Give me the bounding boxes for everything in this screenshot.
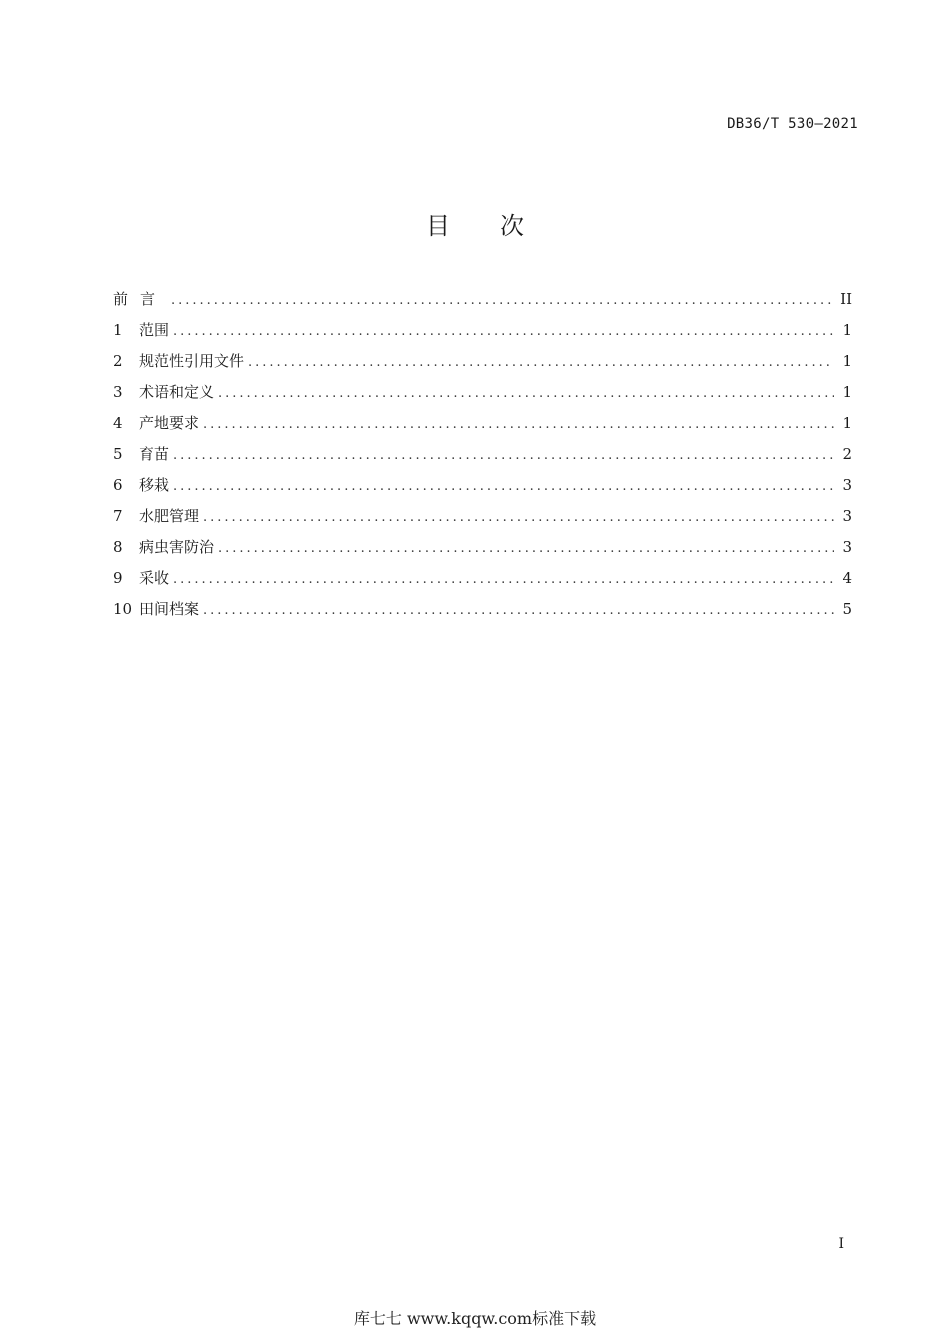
toc-entry-label: 田间档案 [139, 600, 200, 618]
toc-leader-dots [173, 448, 834, 463]
toc-entry-5[interactable] [113, 443, 852, 474]
table-of-contents [113, 288, 852, 629]
toc-entry-label: 病虫害防治 [139, 538, 215, 556]
document-code: DB36/T 530—2021 [727, 116, 858, 132]
toc-entry-number: 3 [113, 383, 123, 401]
toc-leader-dots [203, 603, 834, 618]
toc-entry-label: 育苗 [139, 445, 170, 463]
toc-entry-6[interactable] [113, 474, 852, 505]
toc-leader-dots [218, 386, 834, 401]
toc-entry-page: 3 [842, 538, 852, 556]
toc-entry-label: 范围 [139, 321, 170, 339]
toc-entry-2[interactable] [113, 350, 852, 381]
toc-leader-dots [203, 510, 834, 525]
toc-entry-4[interactable] [113, 412, 852, 443]
toc-entry-page: 4 [842, 569, 852, 587]
toc-entry-label: 移栽 [139, 476, 170, 494]
toc-leader-dots [203, 417, 834, 432]
toc-entry-page: 1 [842, 383, 852, 401]
toc-leader-dots [173, 324, 834, 339]
toc-leader-dots [171, 293, 834, 308]
toc-entry-foreword[interactable] [113, 288, 852, 319]
toc-entry-page: 1 [842, 321, 852, 339]
toc-entry-number: 8 [113, 538, 123, 556]
toc-entry-label: 采收 [139, 569, 170, 587]
toc-entry-number: 5 [113, 445, 123, 463]
toc-entry-label: 产地要求 [139, 414, 200, 432]
toc-entry-number: 4 [113, 414, 123, 432]
toc-entry-number: 2 [113, 352, 123, 370]
page-number: I [838, 1236, 844, 1252]
toc-leader-dots [218, 541, 834, 556]
toc-entry-label: 水肥管理 [139, 507, 200, 525]
toc-leader-dots [173, 479, 834, 494]
toc-entry-label: 术语和定义 [139, 383, 215, 401]
toc-entry-number: 9 [113, 569, 123, 587]
toc-entry-7[interactable] [113, 505, 852, 536]
page-title: 目次 [426, 212, 574, 240]
toc-entry-page: II [840, 290, 852, 308]
toc-entry-10[interactable] [113, 598, 852, 629]
toc-entry-page: 3 [842, 476, 852, 494]
toc-entry-9[interactable] [113, 567, 852, 598]
toc-entry-page: 1 [842, 414, 852, 432]
toc-entry-number: 1 [113, 321, 123, 339]
toc-entry-number: 10 [113, 600, 133, 618]
toc-entry-label: 规范性引用文件 [139, 352, 245, 370]
toc-entry-8[interactable] [113, 536, 852, 567]
toc-entry-1[interactable] [113, 319, 852, 350]
toc-entry-page: 3 [842, 507, 852, 525]
toc-entry-3[interactable] [113, 381, 852, 412]
toc-entry-label: 前言 [113, 290, 168, 308]
toc-entry-page: 2 [842, 445, 852, 463]
toc-entry-number: 7 [113, 507, 123, 525]
toc-entry-page: 5 [842, 600, 852, 618]
watermark-text: 库七七 www.kqqw.com标准下载 [353, 1309, 597, 1328]
toc-entry-page: 1 [842, 352, 852, 370]
toc-leader-dots [173, 572, 834, 587]
toc-leader-dots [248, 355, 834, 370]
toc-entry-number: 6 [113, 476, 123, 494]
